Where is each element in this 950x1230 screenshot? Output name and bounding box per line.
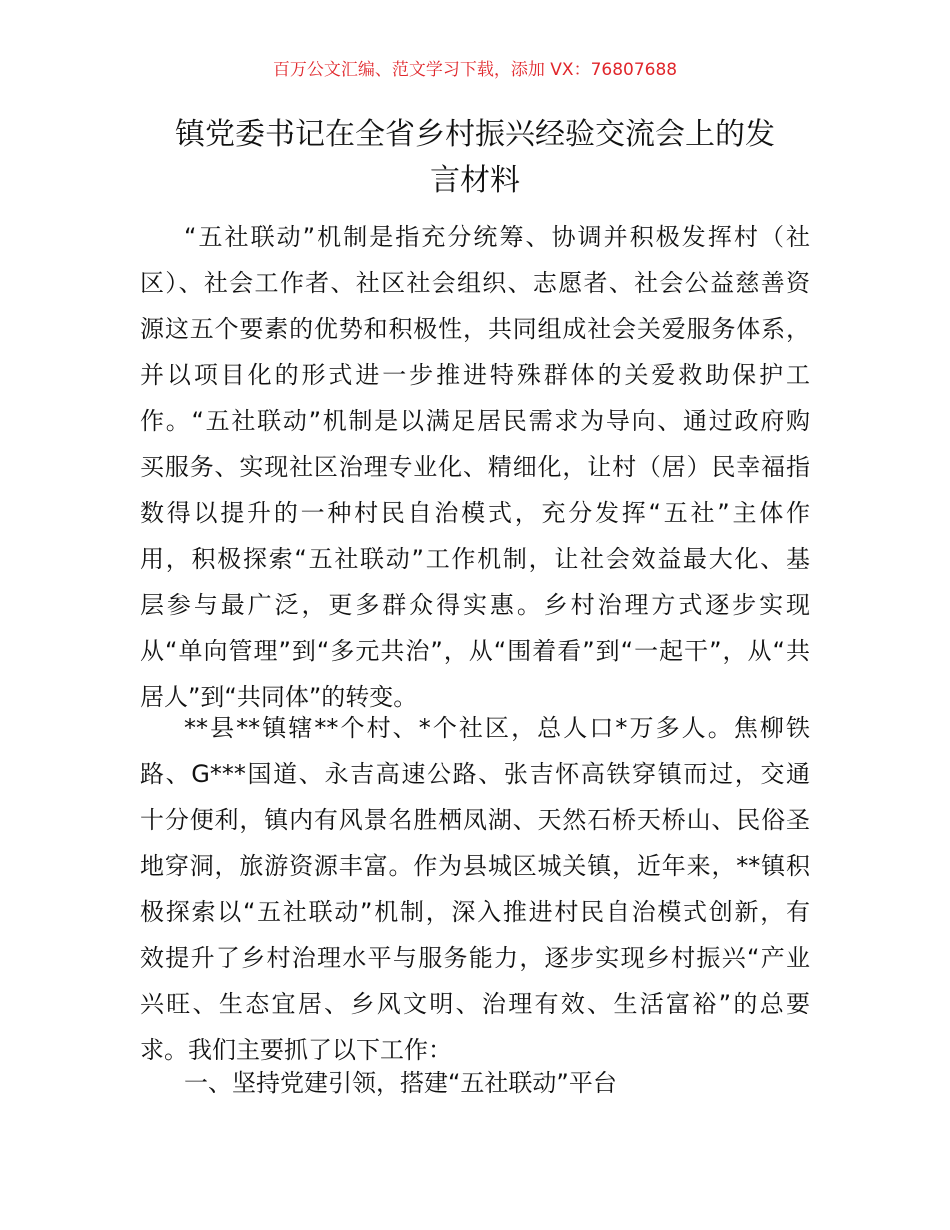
paragraph-line: 作。“五社联动”机制是以满足居民需求为导向、通过政府购 xyxy=(140,407,810,435)
document-title xyxy=(130,112,820,204)
paragraph-line: 源这五个要素的优势和积极性，共同组成社会关爱服务体系， xyxy=(140,315,810,343)
paragraph-line: 效提升了乡村治理水平与服务能力，逐步实现乡村振兴“产业 xyxy=(140,944,810,972)
paragraph-line: 用，积极探索“五社联动”工作机制，让社会效益最大化、基 xyxy=(140,545,810,573)
paragraph-line: 并以项目化的形式进一步推进特殊群体的关爱救助保护工 xyxy=(140,361,810,389)
paragraph-2 xyxy=(140,705,810,1073)
paragraph-line: 区）、社会工作者、社区社会组织、志愿者、社会公益慈善资 xyxy=(140,269,810,297)
paragraph-line: 十分便利，镇内有风景名胜栖凤湖、天然石桥天桥山、民俗圣 xyxy=(140,806,810,834)
paragraph-line: 数得以提升的一种村民自治模式，充分发挥“五社”主体作 xyxy=(140,499,810,527)
title-line: 镇党委书记在全省乡村振兴经验交流会上的发 xyxy=(175,117,775,152)
paragraph-line: 求。我们主要抓了以下工作： xyxy=(140,1036,452,1064)
paragraph-1 xyxy=(140,214,810,720)
paragraph-line: 极探索以“五社联动”机制，深入推进村民自治模式创新，有 xyxy=(140,898,810,926)
paragraph-line: “五社联动”机制是指充分统筹、协调并积极发挥村（社 xyxy=(184,223,810,251)
paragraph-line: 兴旺、生态宜居、乡风文明、治理有效、生活富裕”的总要 xyxy=(140,990,810,1018)
paragraph-line: 从“单向管理”到“多元共治”，从“围着看”到“一起干”，从“共 xyxy=(140,637,810,665)
title-line: 言材料 xyxy=(430,163,520,198)
paragraph-line: 路、G***国道、永吉高速公路、张吉怀高铁穿镇而过，交通 xyxy=(140,760,810,788)
paragraph-line: 层参与最广泛，更多群众得实惠。乡村治理方式逐步实现 xyxy=(140,591,810,619)
watermark-banner: 百万公文汇编、范文学习下载，添加 VX：76807688 xyxy=(272,60,678,80)
paragraph-line: 居人”到“共同体”的转变。 xyxy=(140,683,418,711)
paragraph-line: **县**镇辖**个村、*个社区，总人口*万多人。焦柳铁 xyxy=(184,714,810,742)
section-heading xyxy=(140,1060,810,1106)
section-heading-text: 一、坚持党建引领，搭建“五社联动”平台 xyxy=(184,1069,617,1097)
paragraph-line: 买服务、实现社区治理专业化、精细化，让村（居）民幸福指 xyxy=(140,453,810,481)
paragraph-line: 地穿洞，旅游资源丰富。作为县城区城关镇，近年来，**镇积 xyxy=(140,852,810,880)
